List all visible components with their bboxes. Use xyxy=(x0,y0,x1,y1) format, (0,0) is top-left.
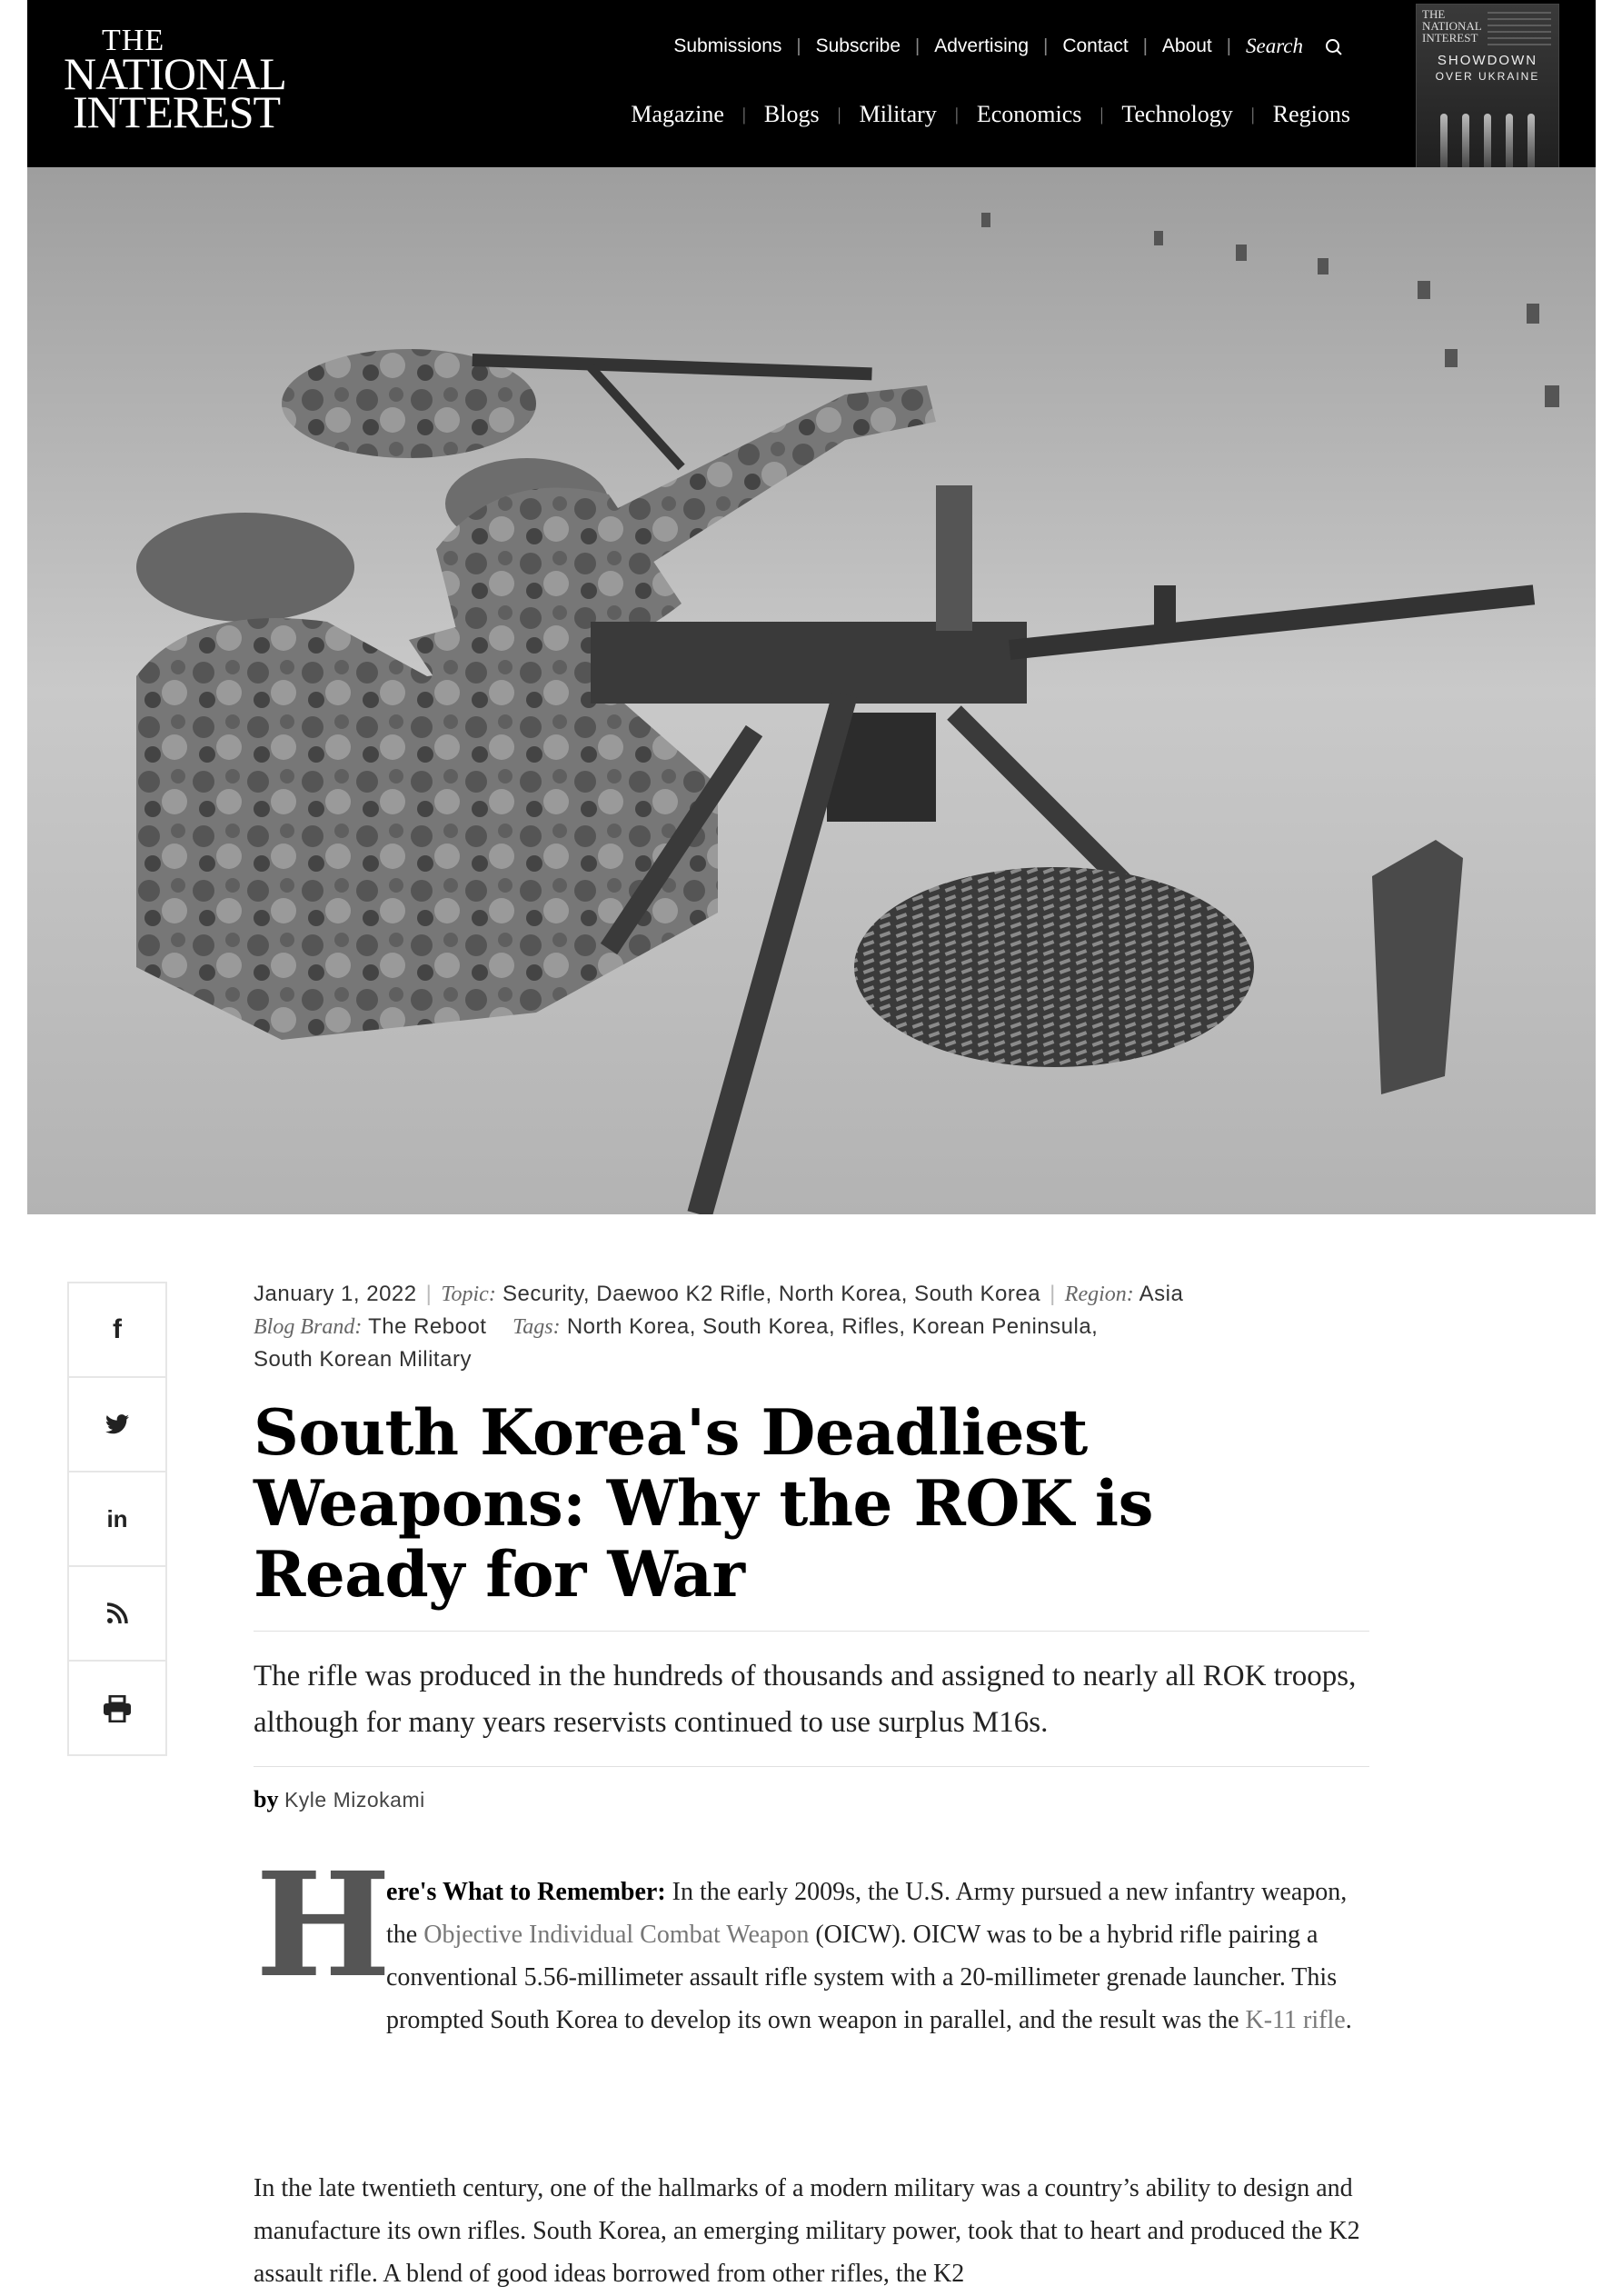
article-title: South Korea's Deadliest Weapons: Why the ROK is Ready for War xyxy=(254,1396,1153,1612)
facebook-share-button[interactable] xyxy=(69,1283,165,1378)
topic-link[interactable]: North Korea xyxy=(778,1282,901,1306)
divider xyxy=(254,1766,1369,1767)
search-link[interactable]: Search xyxy=(1245,35,1303,57)
tag-link[interactable]: North Korea xyxy=(566,1314,690,1339)
site-header xyxy=(27,0,1596,167)
nav-separator: | xyxy=(954,104,959,125)
nav-military[interactable]: Military xyxy=(859,101,937,127)
facebook-icon: f xyxy=(113,1314,122,1344)
hero-photo xyxy=(27,167,1596,1214)
print-icon xyxy=(103,1695,132,1722)
nav-regions[interactable]: Regions xyxy=(1272,101,1350,127)
topic-link[interactable]: Security xyxy=(503,1282,583,1306)
tag-link[interactable]: Korean Peninsula xyxy=(911,1314,1092,1339)
paragraph-1a xyxy=(386,1871,1377,2041)
utility-nav xyxy=(659,33,1341,60)
logo-line-1: THE xyxy=(102,24,165,57)
topic-label: Topic: xyxy=(441,1283,496,1306)
byline xyxy=(254,1786,425,1813)
site-logo[interactable] xyxy=(64,22,286,137)
twitter-share-button[interactable] xyxy=(69,1378,165,1472)
region-link[interactable]: Asia xyxy=(1139,1282,1184,1306)
topic-link[interactable]: Daewoo K2 Rifle xyxy=(596,1282,766,1306)
tag-link[interactable]: South Korea xyxy=(702,1314,829,1339)
rss-icon xyxy=(106,1602,128,1624)
lead-in: ere's What to Remember: xyxy=(386,1878,666,1906)
paragraph-2: In the late twentieth century, one of the hallmarks of a modern military was a country’s ability to design and manufacture its own rifles. South Korea, an emerging military power, took that to heart and produced the K2 assault rifle. A blend of good ideas borrowed from other rifles, the K2 xyxy=(254,2174,1360,2288)
rss-button[interactable] xyxy=(69,1567,165,1662)
hero-image xyxy=(27,167,1596,1214)
share-rail xyxy=(67,1282,167,1756)
logo-line-3: INTEREST xyxy=(73,86,281,137)
nav-submissions[interactable]: Submissions xyxy=(673,35,782,56)
body-text: . xyxy=(1345,2006,1352,2034)
publish-date: January 1, 2022 xyxy=(254,1282,417,1306)
nav-subscribe[interactable]: Subscribe xyxy=(815,35,901,56)
tags-label: Tags: xyxy=(512,1315,561,1339)
nav-magazine[interactable]: Magazine xyxy=(631,101,724,127)
main-nav xyxy=(612,98,1368,131)
magazine-headline xyxy=(1417,52,1558,84)
nav-technology[interactable]: Technology xyxy=(1121,101,1233,127)
region-label: Region: xyxy=(1064,1283,1134,1306)
body-text: In the early 2009s, the U.S. Army pursued a new infantry weapon, the xyxy=(386,1878,1348,1949)
meta-line-2: Blog Brand: The Reboot Tags: North Korea, South Korea, Rifles, Korean Peninsula, xyxy=(254,1314,1099,1339)
drop-cap: H xyxy=(255,1842,392,2010)
twitter-icon xyxy=(105,1414,129,1434)
nav-blogs[interactable]: Blogs xyxy=(763,101,820,127)
blog-brand-label: Blog Brand: xyxy=(254,1315,363,1339)
nav-separator: | xyxy=(1043,35,1049,56)
meta-separator: | xyxy=(1050,1282,1056,1306)
nav-separator: | xyxy=(796,35,801,56)
meta-separator: | xyxy=(425,1282,433,1306)
byline-prefix: by xyxy=(254,1786,279,1812)
article-meta xyxy=(254,1278,1389,1375)
print-button[interactable] xyxy=(69,1662,165,1756)
nav-advertising[interactable]: Advertising xyxy=(934,35,1030,56)
meta-line-3 xyxy=(254,1343,1389,1375)
magazine-logo: THE NATIONAL INTEREST xyxy=(1422,7,1482,45)
tag-link[interactable]: Rifles xyxy=(841,1314,900,1339)
nav-separator: | xyxy=(1142,35,1148,56)
nav-separator: | xyxy=(1226,35,1231,56)
magazine-cover[interactable] xyxy=(1417,5,1558,177)
nav-separator: | xyxy=(915,35,920,56)
magazine-cover-text-lines xyxy=(1488,12,1551,48)
divider xyxy=(254,1631,1369,1632)
author-link[interactable]: Kyle Mizokami xyxy=(284,1788,425,1812)
nav-about[interactable]: About xyxy=(1161,35,1212,56)
linkedin-share-button[interactable] xyxy=(69,1472,165,1567)
nav-separator: | xyxy=(741,104,746,125)
magazine-headline-2: OVER UKRAINE xyxy=(1435,69,1540,83)
body-text: (OICW). OICW was to be a hybrid rifle pairing a conventional 5.56-millimeter assault rifle system with a 20-millimeter grenade launcher. This prompted South Korea to develop its own weapon in parallel, and the result was the xyxy=(386,1921,1338,2034)
article-dek: The rifle was produced in the hundreds of thousands and assigned to nearly all ROK troops, although for many years reservists continued to use surplus M16s. xyxy=(254,1660,1357,1739)
nav-separator: | xyxy=(1250,104,1255,125)
blog-brand-link[interactable]: The Reboot xyxy=(368,1314,487,1339)
search-icon[interactable] xyxy=(1325,38,1341,55)
k11-rifle-link[interactable]: K-11 rifle xyxy=(1245,2006,1346,2034)
linkedin-icon: in xyxy=(106,1504,128,1532)
logo-line-2: NATIONAL xyxy=(64,48,286,99)
nav-separator: | xyxy=(837,104,841,125)
nav-economics[interactable]: Economics xyxy=(976,101,1082,127)
meta-line-1: January 1, 2022 | Topic: Security, Daewoo K2 Rifle, North Korea, South Korea | Region: Asia xyxy=(254,1282,1184,1306)
magazine-headline-1: SHOWDOWN xyxy=(1437,53,1538,68)
nav-separator: | xyxy=(1100,104,1104,125)
bullets-illustration xyxy=(1435,106,1540,170)
oicw-link[interactable]: Objective Individual Combat Weapon xyxy=(423,1921,810,1949)
topic-link[interactable]: South Korea xyxy=(914,1282,1041,1306)
tag-link[interactable]: South Korean Military xyxy=(254,1347,472,1372)
nav-contact[interactable]: Contact xyxy=(1062,35,1129,56)
